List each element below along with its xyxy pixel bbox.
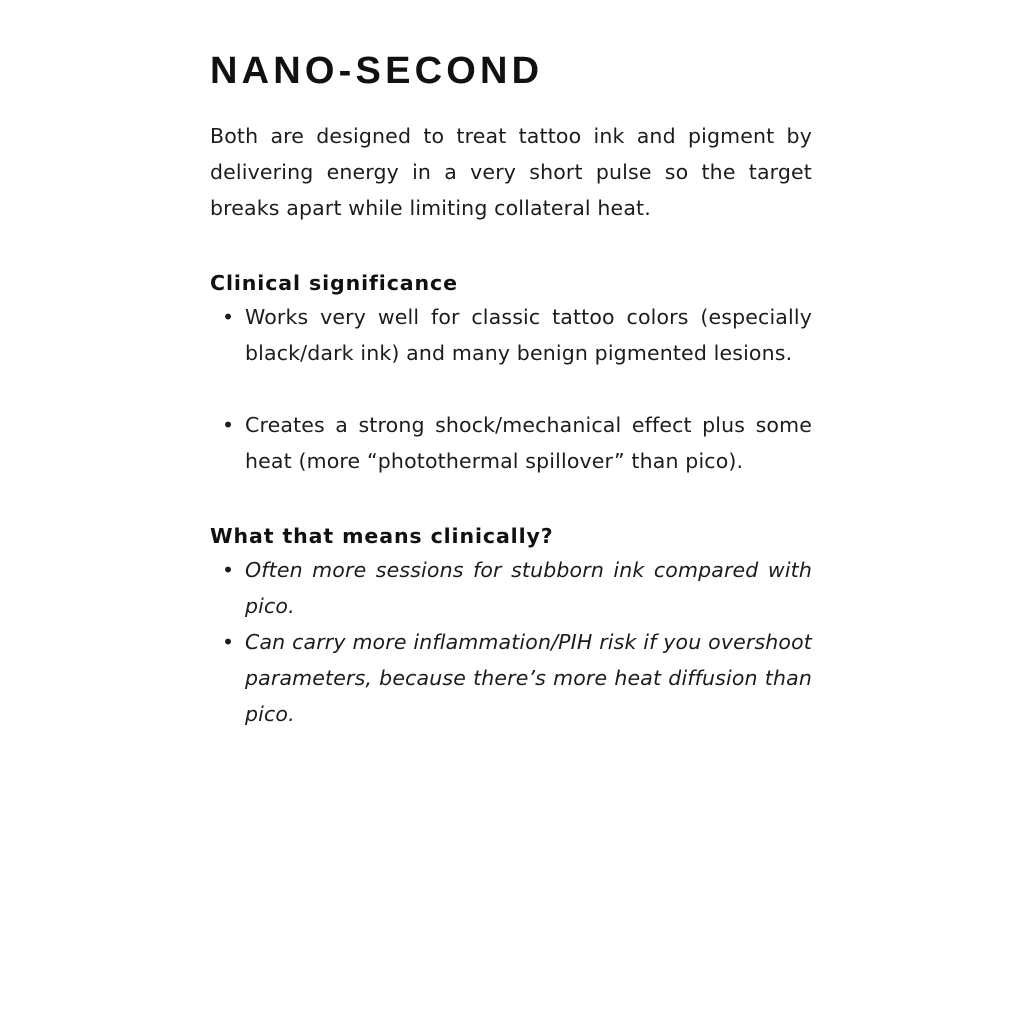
content-column — [210, 0, 812, 732]
list-item — [210, 624, 812, 732]
intro-paragraph: Both are designed to treat tattoo ink and pigment by delivering energy in a very short pulse so the target breaks apart while limiting collateral heat. — [210, 124, 812, 220]
section-what-that-means-clinically — [210, 479, 812, 732]
section-heading: Clinical significance — [210, 271, 458, 295]
list-item-text: Creates a strong shock/mechanical effect plus some heat (more “photothermal spillover” than pico). — [245, 413, 812, 473]
section-clinical-significance — [210, 226, 812, 479]
bullet-dot-icon: • — [222, 630, 235, 654]
bullet-dot-icon: • — [222, 305, 235, 329]
list-item — [210, 299, 812, 371]
list-item — [210, 552, 812, 624]
bullet-list — [210, 552, 812, 732]
list-item-text: Often more sessions for stubborn ink compared with pico. — [245, 558, 812, 618]
list-item — [210, 407, 812, 479]
page-title: NANO-SECOND — [210, 50, 544, 92]
bullet-dot-icon: • — [222, 558, 235, 582]
bullet-dot-icon: • — [222, 413, 235, 437]
bullet-list — [210, 299, 812, 479]
section-heading: What that means clinically? — [210, 524, 554, 548]
list-item-text: Can carry more inflammation/PIH risk if you overshoot parameters, because there’s more heat diffusion than pico. — [245, 630, 812, 726]
list-item-text: Works very well for classic tattoo colors (especially black/dark ink) and many benign pigmented lesions. — [245, 305, 812, 365]
